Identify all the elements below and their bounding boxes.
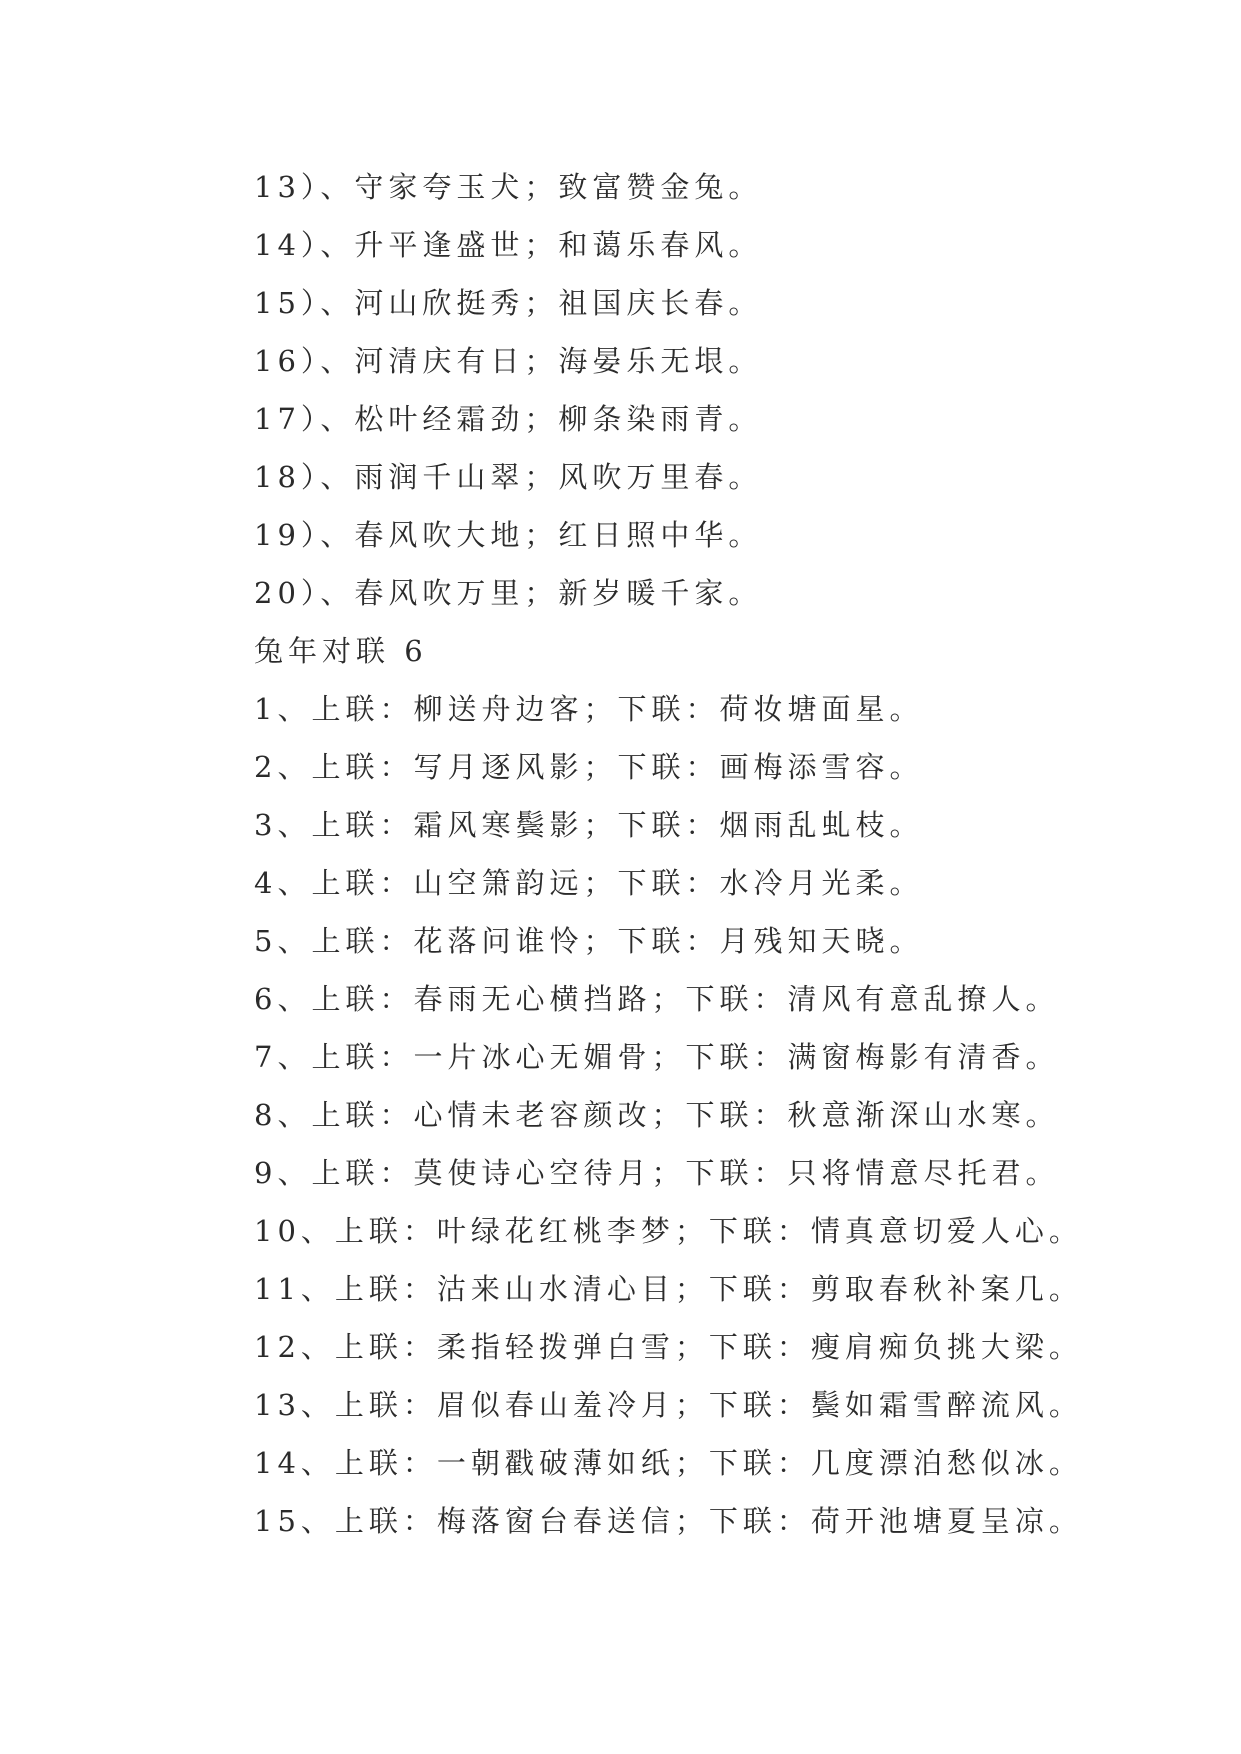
couplet-line: 8、上联：心情未老容颜改；下联：秋意渐深山水寒。 — [254, 1098, 1060, 1132]
couplet-line: 9、上联：莫使诗心空待月；下联：只将情意尽托君。 — [254, 1156, 1060, 1190]
couplet-line: 6、上联：春雨无心横挡路；下联：清风有意乱撩人。 — [254, 982, 1060, 1016]
couplet-line: 13）、守家夸玉犬；致富赞金兔。 — [254, 170, 763, 204]
couplet-line: 14）、升平逢盛世；和蔼乐春风。 — [254, 228, 763, 262]
couplet-line: 10、上联：叶绿花红桃李梦；下联：情真意切爱人心。 — [254, 1214, 1083, 1248]
couplet-line: 3、上联：霜风寒鬓影；下联：烟雨乱虬枝。 — [254, 808, 924, 842]
couplet-line: 2、上联：写月逐风影；下联：画梅添雪容。 — [254, 750, 924, 784]
couplet-line: 11、上联：沽来山水清心目；下联：剪取春秋补案几。 — [254, 1272, 1083, 1306]
couplet-line: 7、上联：一片冰心无媚骨；下联：满窗梅影有清香。 — [254, 1040, 1060, 1074]
section-heading: 兔年对联 6 — [254, 634, 428, 668]
couplet-list — [254, 158, 1194, 1550]
couplet-line: 5、上联：花落问谁怜；下联：月残知天晓。 — [254, 924, 924, 958]
couplet-line: 15、上联：梅落窗台春送信；下联：荷开池塘夏呈凉。 — [254, 1504, 1083, 1538]
couplet-line: 13、上联：眉似春山羞冷月；下联：鬓如霜雪醉流风。 — [254, 1388, 1083, 1422]
couplet-line: 15）、河山欣挺秀；祖国庆长春。 — [254, 286, 763, 320]
couplet-line: 20）、春风吹万里；新岁暖千家。 — [254, 576, 763, 610]
couplet-line: 18）、雨润千山翠；风吹万里春。 — [254, 460, 763, 494]
couplet-line: 4、上联：山空箫韵远；下联：水冷月光柔。 — [254, 866, 924, 900]
couplet-line: 16）、河清庆有日；海晏乐无垠。 — [254, 344, 763, 378]
couplet-line: 12、上联：柔指轻拨弹白雪；下联：瘦肩痴负挑大梁。 — [254, 1330, 1083, 1364]
couplet-line: 14、上联：一朝戳破薄如纸；下联：几度漂泊愁似冰。 — [254, 1446, 1083, 1480]
couplet-line: 1、上联：柳送舟边客；下联：荷妆塘面星。 — [254, 692, 924, 726]
couplet-line: 17）、松叶经霜劲；柳条染雨青。 — [254, 402, 763, 436]
couplet-line: 19）、春风吹大地；红日照中华。 — [254, 518, 763, 552]
